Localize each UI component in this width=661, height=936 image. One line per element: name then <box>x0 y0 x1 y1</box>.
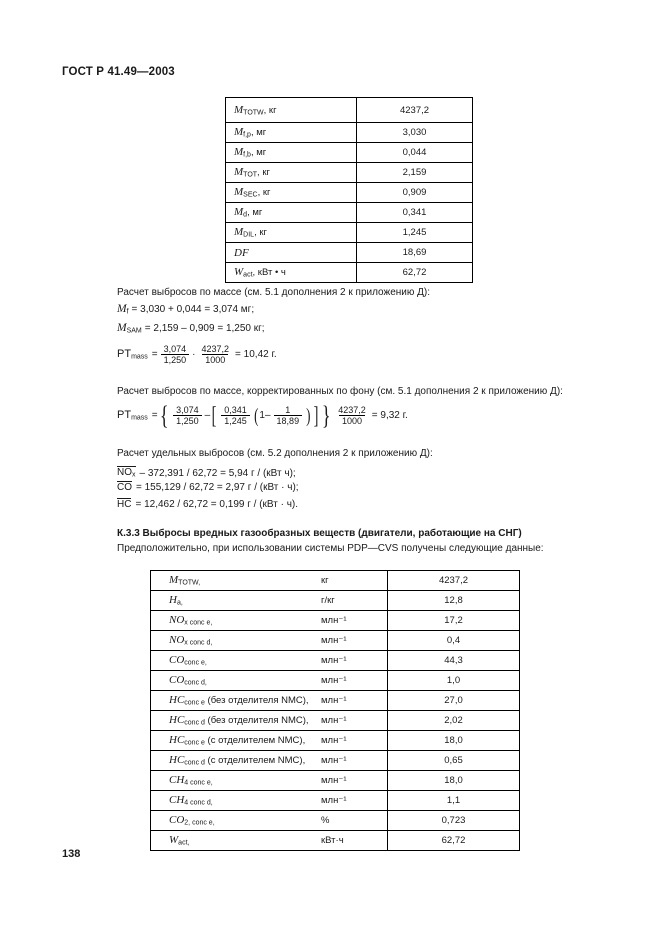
table2-unit-cell: % <box>315 811 388 831</box>
eq-msam-symbol: M <box>117 322 127 334</box>
table1-symbol-cell: $M_{SEC}$, кг <box>226 183 357 203</box>
table1-symbol-cell: DF <box>226 243 357 263</box>
table2-body <box>151 571 520 851</box>
table1-symbol-cell: $M_{f,p}$, мг <box>226 123 357 143</box>
table-row <box>151 811 520 831</box>
table-row <box>226 98 473 123</box>
table-row <box>151 771 520 791</box>
corrected-emissions-intro: Расчет выбросов по массе, корректированных по фону (см. 5.1 дополнения 2 к приложению Д): <box>117 386 563 397</box>
table2-symbol-cell: $HC_{conc e}$ (с отделителем NMC), <box>151 731 316 751</box>
table1-symbol-cell: $M_{f,b}$, мг <box>226 143 357 163</box>
specific-emissions-intro: Расчет удельных выбросов (см. 5.2 дополнения 2 к приложению Д): <box>117 448 433 459</box>
table2-value-cell: 2,02 <box>388 711 520 731</box>
table-row <box>151 671 520 691</box>
table2-unit-cell: млн⁻¹ <box>315 631 388 651</box>
table1-value-cell: 0,341 <box>357 203 473 223</box>
eq-ptmass-label: PT <box>117 348 132 361</box>
table2-symbol-cell: $CH_{4 conc d,}$ <box>151 791 316 811</box>
table2-symbol-cell: $M_{TOTW,}$ <box>169 574 201 587</box>
eq-mf-body: = 3,030 + 0,044 = 3,074 мг; <box>131 303 255 315</box>
table2-value-cell: 0,723 <box>388 811 520 831</box>
table-row <box>151 751 520 771</box>
eq-corr-num4: 4237,2 <box>338 405 366 415</box>
table2-unit-cell: кВт·ч <box>315 831 388 851</box>
table1-value-cell: 2,159 <box>357 163 473 183</box>
equation-ptmass-corrected: $PT_{mass}$ = { $\frac{3,074}{1,250}$ – [ $\frac{0,341}{1,245}$ ( 1– $\frac{1}{18,89}$ ) ] } $\frac{4237,2}{1000}$ = 9,32 г. <box>117 400 408 430</box>
table2-symbol-cell: $W_{act,}$ <box>151 831 316 851</box>
table1-symbol-cell: $M_{TOTW}$, кг <box>226 98 357 123</box>
eq-ptmass-fraction-2 <box>199 344 233 365</box>
table2-value-cell: 17,2 <box>388 611 520 631</box>
table2-value-cell: 12,8 <box>388 591 520 611</box>
table-row <box>151 571 520 591</box>
eq-corr-fraction-3 <box>274 405 303 426</box>
table-row <box>226 163 473 183</box>
eq-ptmass-result: = 10,42 г. <box>235 349 277 360</box>
eq-corr-num2: 0,341 <box>224 405 247 415</box>
table-row <box>151 711 520 731</box>
eq-corr-den1: 1,250 <box>173 415 202 426</box>
table2-symbol-cell: $H_{a,}$ <box>151 591 316 611</box>
table1-symbol-cell: $M_{TOT}$, кг <box>226 163 357 183</box>
specific-emission-line: CO = 155,129 / 62,72 = 2,97 г / (кВт · ч); <box>117 482 299 493</box>
table2-symbol-cell: $CH_{4 conc e,}$ <box>151 771 316 791</box>
section-k33-heading: К.3.3 Выбросы вредных газообразных веществ (двигатели, работающие на СНГ) <box>117 528 522 539</box>
section-k33-intro: Предположительно, при использовании системы PDP—CVS получены следующие данные: <box>117 543 544 554</box>
table2-unit-cell: млн⁻¹ <box>315 731 388 751</box>
table2-symbol-cell: $HC_{conc e}$ (без отделителя NMC), <box>151 691 316 711</box>
table2-value-cell: 27,0 <box>388 691 520 711</box>
table2-symbol-cell: $CO_{2, conc e,}$ <box>151 811 316 831</box>
equation-msam <box>117 322 265 335</box>
table-row <box>151 611 520 631</box>
table2-value-cell: 18,0 <box>388 731 520 751</box>
eq-corr-inner-lead: 1– <box>259 410 271 421</box>
table2-unit-cell: млн⁻¹ <box>315 691 388 711</box>
table1-value-cell: 0,909 <box>357 183 473 203</box>
table1-symbol-cell: $M_{DIL}$, кг <box>226 223 357 243</box>
eq-ptmass-num2: 4237,2 <box>201 344 230 354</box>
table2-symbol-cell: $HC_{conc d}$ (с отделителем NMC), <box>151 751 316 771</box>
table2-value-cell: 0,65 <box>388 751 520 771</box>
table1-value-cell: 62,72 <box>357 263 473 283</box>
table-row <box>226 263 473 283</box>
table-row <box>226 243 473 263</box>
eq-ptmass-den2: 1000 <box>202 354 228 365</box>
table2-unit-cell: млн⁻¹ <box>315 771 388 791</box>
table1-value-cell: 4237,2 <box>399 104 430 116</box>
table2-symbol-cell: $HC_{conc d}$ (без отделителя NMC), <box>151 711 316 731</box>
eq-msam-body: = 2,159 – 0,909 = 1,250 кг; <box>144 322 265 334</box>
table2-unit-cell: млн⁻¹ <box>315 671 388 691</box>
table-row <box>151 831 520 851</box>
table-row <box>226 143 473 163</box>
table2-value-cell: 0,4 <box>388 631 520 651</box>
table-row <box>151 631 520 651</box>
table1-body <box>226 98 473 283</box>
specific-emission-line: HC = 12,462 / 62,72 = 0,199 г / (кВт · ч). <box>117 499 299 510</box>
table2-unit-cell: кг <box>315 571 388 591</box>
eq-corr-fraction-4 <box>335 405 369 426</box>
eq-corr-fraction-2 <box>221 405 250 426</box>
eq-corr-num3: 1 <box>285 405 291 415</box>
document-header: ГОСТ Р 41.49—2003 <box>62 66 175 78</box>
results-table-gaseous <box>150 570 520 851</box>
table2-value-cell: 18,0 <box>388 771 520 791</box>
eq-msam-sub: SAM <box>126 327 142 335</box>
table-row <box>151 791 520 811</box>
mass-emissions-intro: Расчет выбросов по массе (см. 5.1 дополнения 2 к приложению Д): <box>117 287 431 298</box>
table2-value-cell: 1,0 <box>388 671 520 691</box>
page-number: 138 <box>62 848 81 860</box>
table2-unit-cell: млн⁻¹ <box>315 651 388 671</box>
eq-corr-den2: 1,245 <box>221 415 250 426</box>
table2-value-cell: 4237,2 <box>438 575 469 586</box>
table2-value-cell: 1,1 <box>388 791 520 811</box>
table1-symbol-cell: $W_{act}$, кВт • ч <box>226 263 357 283</box>
table2-unit-cell: млн⁻¹ <box>315 711 388 731</box>
table-row <box>151 731 520 751</box>
table2-unit-cell: млн⁻¹ <box>315 611 388 631</box>
table2-value-cell: 62,72 <box>388 831 520 851</box>
table-row <box>226 203 473 223</box>
eq-corr-fraction-1 <box>173 405 202 426</box>
eq-corr-den4: 1000 <box>339 415 365 426</box>
eq-ptmass-den1: 1,250 <box>161 354 190 365</box>
table2-unit-cell: млн⁻¹ <box>315 751 388 771</box>
specific-emission-line: $NO_x$ – 372,391 / 62,72 = 5,94 г / (кВт ч); <box>117 466 296 482</box>
table2-symbol-cell: $CO_{conc e,}$ <box>151 651 316 671</box>
table-row <box>226 183 473 203</box>
eq-ptmass-fraction-1 <box>161 344 190 365</box>
table1-value-cell: 3,030 <box>357 123 473 143</box>
table2-unit-cell: млн⁻¹ <box>315 791 388 811</box>
eq-ptmass-num1: 3,074 <box>163 344 187 354</box>
equation-mf <box>117 303 254 316</box>
eq-mf-sub: f <box>126 308 129 316</box>
results-table-particulates <box>225 97 473 283</box>
table2-value-cell: 44,3 <box>388 651 520 671</box>
table1-value-cell: 0,044 <box>357 143 473 163</box>
table2-symbol-cell: $NO_{x conc e,}$ <box>151 611 316 631</box>
table-row <box>226 223 473 243</box>
equation-ptmass: $PT_{mass}$ = $\frac{3,074}{1,250}$ · $\frac{4237,2}{1000}$ = 10,42 г. <box>117 344 277 365</box>
eq-corr-den3: 18,89 <box>274 415 303 426</box>
table2-symbol-cell: $NO_{x conc d,}$ <box>151 631 316 651</box>
table1-value-cell: 1,245 <box>357 223 473 243</box>
eq-corr-sub: mass <box>131 414 148 422</box>
eq-corr-result: = 9,32 г. <box>371 410 408 421</box>
eq-mf-symbol: M <box>117 303 127 315</box>
table-row <box>226 123 473 143</box>
eq-ptmass-sub: mass <box>131 353 148 361</box>
table-row <box>151 591 520 611</box>
table2-symbol-cell: $CO_{conc d,}$ <box>151 671 316 691</box>
table-row <box>151 651 520 671</box>
eq-corr-num1: 3,074 <box>176 405 199 415</box>
table-row <box>151 691 520 711</box>
table1-value-cell: 18,69 <box>357 243 473 263</box>
eq-corr-label: PT <box>117 409 132 422</box>
table1-symbol-cell: $M_d$, мг <box>226 203 357 223</box>
table2-unit-cell: г/кг <box>315 591 388 611</box>
